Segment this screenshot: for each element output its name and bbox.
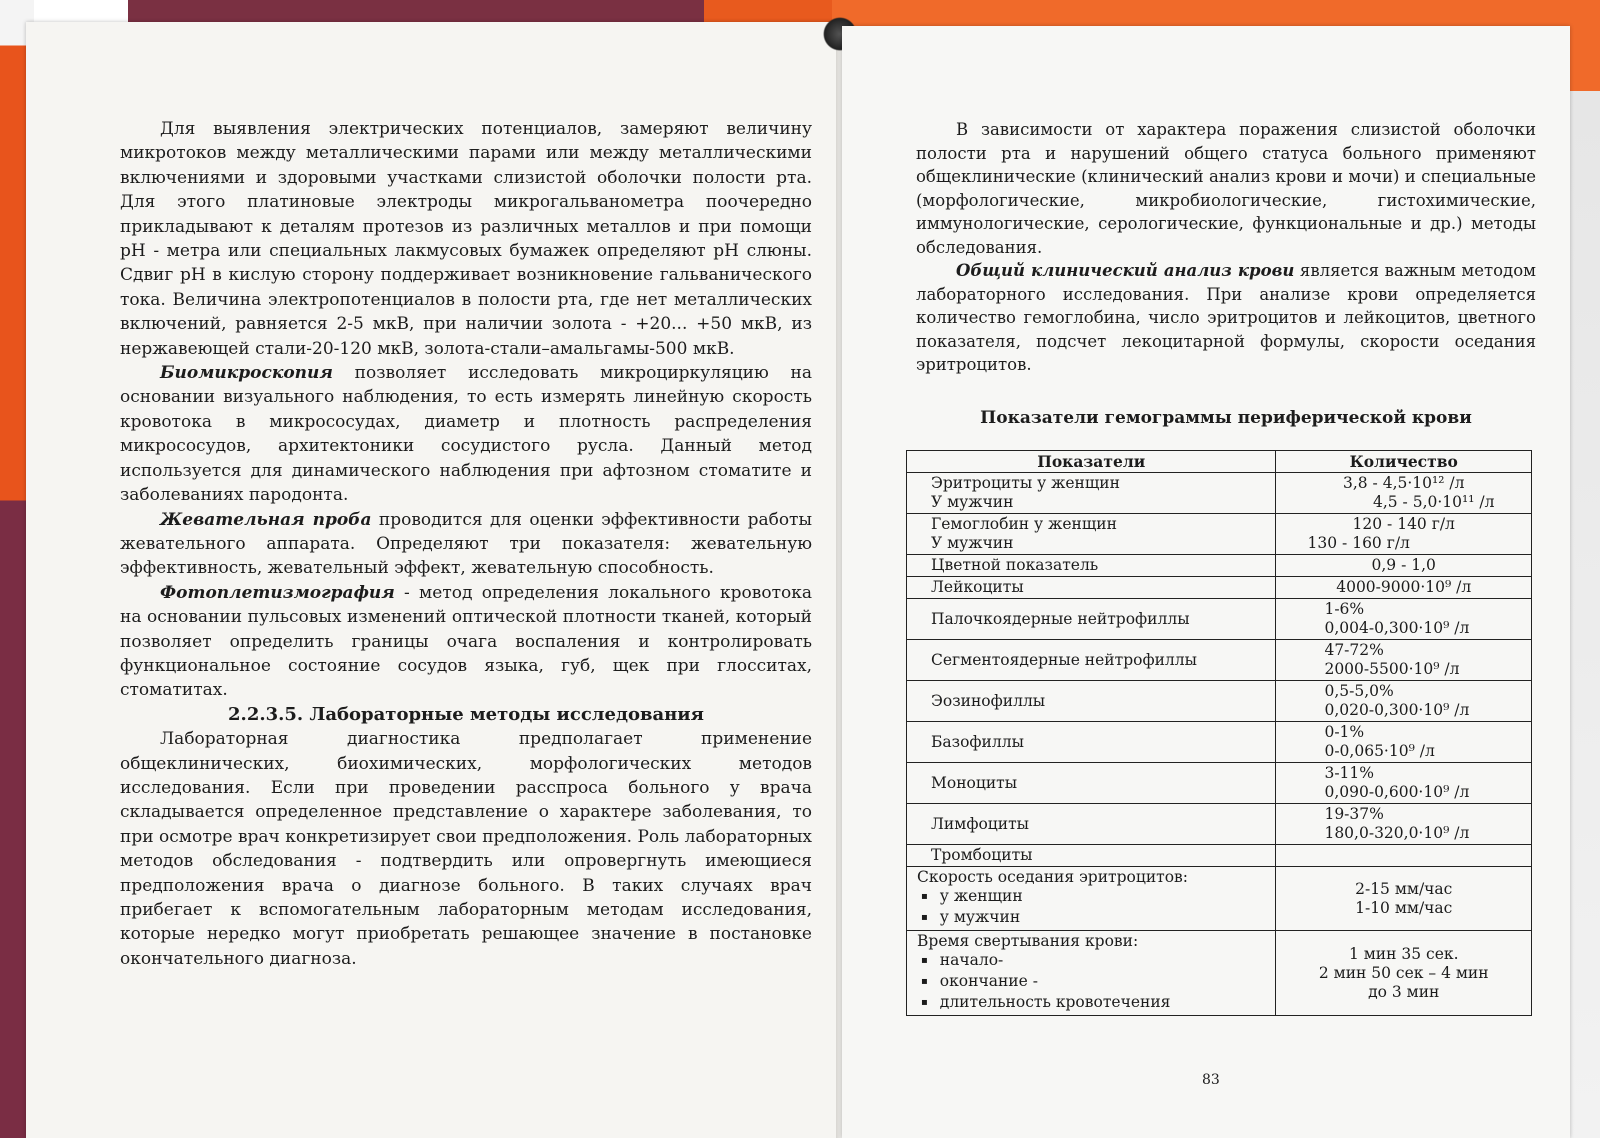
row-hemoglobin-women: Гемоглобин у женщин <box>931 515 1117 533</box>
value-segmented-pct: 47-72% <box>1324 641 1384 659</box>
row-bleeding-duration: ▪ длительность кровотечения <box>917 993 1269 1014</box>
term-blood-analysis: Общий клинический анализ крови <box>956 261 1295 280</box>
table-row <box>907 931 1532 1016</box>
value-band-neutrophils-pct: 1-6% <box>1324 600 1365 618</box>
row-esr-women: ▪ у женщин <box>917 887 1269 908</box>
paragraph-methods: В зависимости от характера поражения слизистой оболочки полости рта и нарушений общего статуса больного применяют общеклинические (клинический анализ крови и мочи) и специальные (морфологические, микробиологические, гистохимические, иммунологические, серологические, функциональные и др.) методы обследования. <box>916 120 1536 257</box>
page-number: 83 <box>1202 1072 1220 1088</box>
value-lymphocytes-abs: 180,0-320,0·10⁹ /л <box>1324 824 1470 842</box>
table-row <box>907 763 1532 804</box>
value-eosinophils-pct: 0,5-5,0% <box>1324 682 1394 700</box>
header-indicator: Показатели <box>907 451 1276 473</box>
left-page <box>26 22 842 1138</box>
value-monocytes-abs: 0,090-0,600·10⁹ /л <box>1324 783 1470 801</box>
value-hemoglobin-men: 130 - 160 г/л <box>1307 534 1410 552</box>
value-platelets-empty <box>1276 845 1532 867</box>
value-segmented-abs: 2000-5500·10⁹ /л <box>1324 660 1460 678</box>
paragraph-chewing-test <box>120 508 812 581</box>
table-row <box>907 640 1532 681</box>
value-color-index: 0,9 - 1,0 <box>1276 555 1532 577</box>
row-hemoglobin-men: У мужчин <box>931 534 1014 552</box>
row-segmented-neutrophils: Сегментоядерные нейтрофиллы <box>907 640 1276 681</box>
table-row <box>907 867 1532 931</box>
value-clotting-end: 2 мин 50 сек – 4 мин <box>1318 963 1489 982</box>
table-row <box>907 681 1532 722</box>
paragraph-blood-analysis <box>916 259 1536 377</box>
row-platelets: Тромбоциты <box>907 845 1276 867</box>
hemogram-table <box>906 450 1532 1016</box>
value-lymphocytes-pct: 19-37% <box>1324 805 1384 823</box>
term-photoplethysmography: Фотоплетизмография <box>160 582 395 603</box>
row-esr-men: ▪ у мужчин <box>917 908 1269 929</box>
value-erythrocytes-men: 4,5 - 5,0·10¹¹ /л <box>1372 493 1495 511</box>
term-chewing-test: Жевательная проба <box>160 509 372 530</box>
value-bleeding-duration: до 3 мин <box>1368 982 1440 1001</box>
value-leukocytes: 4000-9000·10⁹ /л <box>1276 577 1532 599</box>
photo-text: - метод определения локального кровотока на основании пульсовых изменений оптической плотности тканей, который позволяет определить границы очага воспаления и контролировать функциональное состояние сосудов языка, губ, щек при глосситах, стоматитах. <box>120 582 812 701</box>
table-row <box>907 555 1532 577</box>
row-color-index: Цветной показатель <box>907 555 1276 577</box>
value-eosinophils-abs: 0,020-0,300·10⁹ /л <box>1324 701 1470 719</box>
table-row <box>907 577 1532 599</box>
section-heading: 2.2.3.5. Лабораторные методы исследования <box>228 703 704 725</box>
paragraph-biomicroscopy <box>120 361 812 507</box>
row-monocytes: Моноциты <box>907 763 1276 804</box>
value-clotting-start: 1 мин 35 сек. <box>1348 944 1459 963</box>
row-clotting-end: ▪ окончание - <box>917 972 1269 993</box>
value-monocytes-pct: 3-11% <box>1324 764 1375 782</box>
value-esr-men: 1-10 мм/час <box>1355 898 1453 917</box>
row-band-neutrophils: Палочкоядерные нейтрофиллы <box>907 599 1276 640</box>
binder-right-edge <box>1566 0 1600 1138</box>
row-erythrocytes-women: Эритроциты у женщин <box>931 474 1120 492</box>
row-basophils: Базофиллы <box>907 722 1276 763</box>
right-page <box>842 26 1570 1138</box>
chewing-text: проводится для оценки эффективности работы жевательного аппарата. Определяют три показателя: жевательную эффективность, жевательный эффект, жевательную способность. <box>120 509 812 579</box>
table-row <box>907 599 1532 640</box>
table-title: Показатели гемограммы периферической крови <box>980 407 1472 428</box>
blood-text: является важным методом лабораторного исследования. При анализе крови определяется количество гемоглобина, число эритроцитов и лейкоцитов, цветного показателя, подсчет лекоцитарной формулы, скорости оседания эритроцитов. <box>916 261 1536 374</box>
header-quantity: Количество <box>1276 451 1532 473</box>
table-row <box>907 804 1532 845</box>
table-header-row <box>907 451 1532 473</box>
table-row <box>907 722 1532 763</box>
row-esr: Скорость оседания эритроцитов: <box>917 868 1189 886</box>
table-row <box>907 473 1532 514</box>
row-erythrocytes-men: У мужчин <box>931 493 1014 511</box>
left-page-text <box>120 117 812 971</box>
biomicroscopy-text: позволяет исследовать микроциркуляцию на основании визуального наблюдения, то есть измерять линейную скорость кровотока в микрососудах, диаметр и плотность распределения микрососудов, архитектоники сосудистого русла. Данный метод используется для динамического наблюдения при афтозном стоматите и заболеваниях пародонта. <box>120 363 812 506</box>
table-row <box>907 845 1532 867</box>
row-leukocytes: Лейкоциты <box>907 577 1276 599</box>
row-clotting-start: ▪ начало- <box>917 951 1269 972</box>
value-esr-women: 2-15 мм/час <box>1355 879 1453 898</box>
row-lymphocytes: Лимфоциты <box>907 804 1276 845</box>
paragraph-photoplethysmography <box>120 581 812 703</box>
value-basophils-pct: 0-1% <box>1324 723 1365 741</box>
paragraph-electric-potentials: Для выявления электрических потенциалов, замеряют величину микротоков между металлическими парами или между металлическими включениями и здоровыми участками слизистой оболочки полости рта. Для этого платиновые электроды микрогальванометра поочередно прикладывают к деталям протезов из различных металлов и при помощи pH - метра или специальных лакмусовых бумажек определяют pH слюны. Сдвиг pH в кислую сторону поддерживает возникновение гальванического тока. Величина электропотенциалов в полости рта, где нет металлических включений, равняется 2-5 мкВ, при наличии золота - +20... +50 мкВ, из нержавеющей стали-20-120 мкВ, золота-стали–амальгамы-500 мкВ. <box>120 119 812 359</box>
table-row <box>907 514 1532 555</box>
right-page-text <box>916 118 1536 1016</box>
value-hemoglobin-women: 120 - 140 г/л <box>1352 515 1455 533</box>
row-eosinophils: Эозинофиллы <box>907 681 1276 722</box>
value-band-neutrophils-abs: 0,004-0,300·10⁹ /л <box>1324 619 1470 637</box>
value-basophils-abs: 0-0,065·10⁹ /л <box>1324 742 1435 760</box>
value-erythrocytes-women: 3,8 - 4,5·10¹² /л <box>1342 474 1465 492</box>
row-clotting-time: Время свертывания крови: <box>917 932 1139 950</box>
term-biomicroscopy: Биомикроскопия <box>160 363 333 384</box>
paragraph-lab-diagnostics: Лабораторная диагностика предполагает применение общеклинических, биохимических, морфологических методов исследования. Если при проведении расспроса больного у врача складывается определенное представление о характере заболевания, то при осмотре врач конкретизирует свои предположения. Роль лабораторных методов обследования - подтвердить или опровергнуть имеющиеся предположения врача о диагнозе больного. В таких случаях врач прибегает к вспомогательным лабораторным методам исследования, которые нередко могут приобретать решающее значение в постановке окончательного диагноза. <box>120 729 812 969</box>
